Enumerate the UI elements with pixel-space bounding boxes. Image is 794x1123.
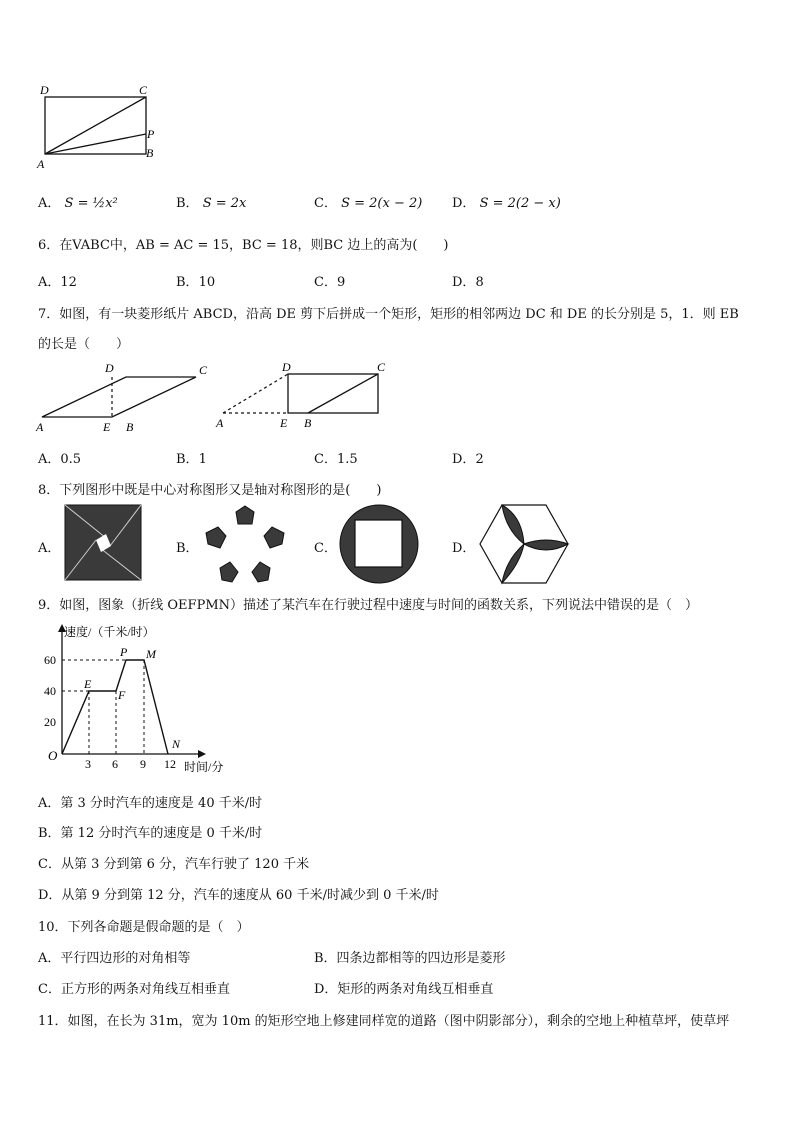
- q7-fig1-label-a: A: [36, 420, 44, 434]
- option-text: 1: [198, 452, 207, 467]
- q8-figure-a-pinwheel-square: [64, 504, 144, 582]
- q9-option-a: A．第 3 分时汽车的速度是 40 千米/时: [38, 796, 263, 811]
- x-axis-label: 时间/分: [184, 760, 224, 774]
- q7-fig2-label-e: E: [280, 416, 288, 430]
- q7-figure-rhombus: [30, 357, 220, 437]
- q7-fig2-label-b: B: [304, 416, 312, 430]
- point-label-n: N: [172, 737, 181, 751]
- q7-figure-rectangle: [210, 357, 400, 437]
- q7-stem-line2: 的长是（ ）: [38, 337, 130, 352]
- q5-option-c: [314, 192, 422, 211]
- option-text: S = 2x: [202, 196, 247, 211]
- q7-option-a: [38, 448, 81, 467]
- option-text: 1.5: [336, 452, 358, 467]
- point-label-e: E: [84, 677, 92, 691]
- q9-option-b: B．第 12 分时汽车的速度是 0 千米/时: [38, 826, 263, 841]
- q7-fig1-label-c: C: [199, 363, 208, 377]
- q7-fig1-label-d: D: [105, 361, 114, 375]
- option-letter: D．: [452, 275, 476, 290]
- q10-option-d: D．矩形的两条对角线互相垂直: [314, 982, 494, 997]
- option-text: 10: [198, 275, 216, 290]
- q5-label-d: D: [40, 83, 49, 97]
- y-tick-20: 20: [44, 715, 56, 729]
- option-letter: A．: [38, 275, 61, 290]
- option-text: 9: [336, 275, 346, 290]
- q8-stem: 8．下列图形中既是中心对称图形又是轴对称图形的是( ): [38, 483, 382, 498]
- q9-stem: 9．如图，图象（折线 OEFPMN）描述了某汽车在行驶过程中速度与时间的函数关系，下列说法中错误的是（ ）: [38, 598, 699, 613]
- x-tick-9: 9: [140, 757, 146, 771]
- q9-speed-time-graph: [40, 618, 240, 778]
- point-label-p: P: [120, 645, 128, 659]
- option-letter: B．: [176, 275, 199, 290]
- q7-option-b: [176, 448, 207, 467]
- speed-polyline: [62, 660, 168, 754]
- origin-label: O: [48, 748, 58, 763]
- q5-label-a: A: [37, 157, 45, 171]
- option-letter: C．: [314, 196, 337, 211]
- x-tick-12: 12: [164, 757, 176, 771]
- y-axis-label: 速度/（千米/时）: [64, 625, 155, 639]
- q5-label-b: B: [146, 146, 154, 160]
- q7-stem-line1: 7．如图，有一块菱形纸片 ABCD，沿高 DE 剪下后拼成一个矩形，矩形的相邻两边 DC 和 DE 的长分别是 5，1．则 EB: [38, 307, 739, 322]
- y-tick-60: 60: [44, 653, 56, 667]
- q5-option-b: [176, 192, 246, 211]
- option-letter: B．: [176, 196, 199, 211]
- x-tick-3: 3: [85, 757, 91, 771]
- q10-option-c: C．正方形的两条对角线互相垂直: [38, 982, 230, 997]
- option-letter: C．: [314, 275, 337, 290]
- point-label-m: M: [146, 647, 156, 661]
- option-text: 12: [60, 275, 77, 290]
- q6-option-c: [314, 271, 345, 290]
- q6-stem: 6．在VABC中，AB = AC = 15，BC = 18，则BC 边上的高为( ): [38, 238, 449, 253]
- q7-fig2-label-d: D: [282, 360, 291, 374]
- q7-fig2-label-c: C: [377, 360, 386, 374]
- q6-option-d: [452, 271, 484, 290]
- q8-option-a-letter: A．: [38, 541, 61, 556]
- q6-option-b: [176, 271, 215, 290]
- q8-figure-b-pentagon-ring: [200, 502, 290, 584]
- q8-option-b-letter: B．: [176, 541, 199, 556]
- q9-option-d: D．从第 9 分到第 12 分，汽车的速度从 60 千米/时减少到 0 千米/时: [38, 888, 439, 903]
- option-text: 8: [475, 275, 484, 290]
- option-text: S = ½x²: [64, 196, 118, 211]
- q7-fig2-label-a: A: [216, 416, 224, 430]
- option-letter: C．: [314, 452, 337, 467]
- q9-option-c: C．从第 3 分到第 6 分，汽车行驶了 120 千米: [38, 857, 310, 872]
- option-letter: B．: [176, 452, 199, 467]
- q7-option-d: [452, 448, 484, 467]
- q5-label-c: C: [139, 83, 148, 97]
- q8-figure-d-hexagon-petals: [478, 502, 570, 586]
- q10-stem: 10．下列各命题是假命题的是（ ）: [38, 920, 250, 935]
- option-text: S = 2(2 − x): [479, 196, 561, 211]
- option-text: 2: [475, 452, 484, 467]
- q8-option-c-letter: C．: [314, 541, 337, 556]
- q5-option-a: [38, 192, 118, 211]
- q8-figure-c-square-in-circle: [338, 503, 420, 585]
- q10-option-b: B．四条边都相等的四边形是菱形: [314, 951, 506, 966]
- option-text: 0.5: [60, 452, 82, 467]
- option-letter: D．: [452, 452, 476, 467]
- q7-fig1-label-e: E: [103, 420, 111, 434]
- q10-option-a: A．平行四边形的对角相等: [38, 951, 191, 966]
- y-tick-40: 40: [44, 684, 56, 698]
- q5-label-p: P: [147, 127, 155, 141]
- q5-option-d: [452, 192, 561, 211]
- x-tick-6: 6: [112, 757, 118, 771]
- q7-option-c: [314, 448, 358, 467]
- option-letter: A．: [38, 452, 61, 467]
- q11-stem: 11．如图，在长为 31m，宽为 10m 的矩形空地上修建同样宽的道路（图中阴影部分），剩余的空地上种植草坪，使草坪: [38, 1014, 730, 1029]
- q8-option-d-letter: D．: [452, 541, 476, 556]
- q5-figure: [30, 80, 170, 175]
- q6-option-a: [38, 271, 77, 290]
- option-text: S = 2(x − 2): [341, 196, 423, 211]
- option-letter: D．: [452, 196, 476, 211]
- option-letter: A．: [38, 196, 61, 211]
- point-label-f: F: [118, 688, 126, 702]
- q7-fig1-label-b: B: [126, 420, 134, 434]
- x-axis-arrow: [198, 750, 206, 758]
